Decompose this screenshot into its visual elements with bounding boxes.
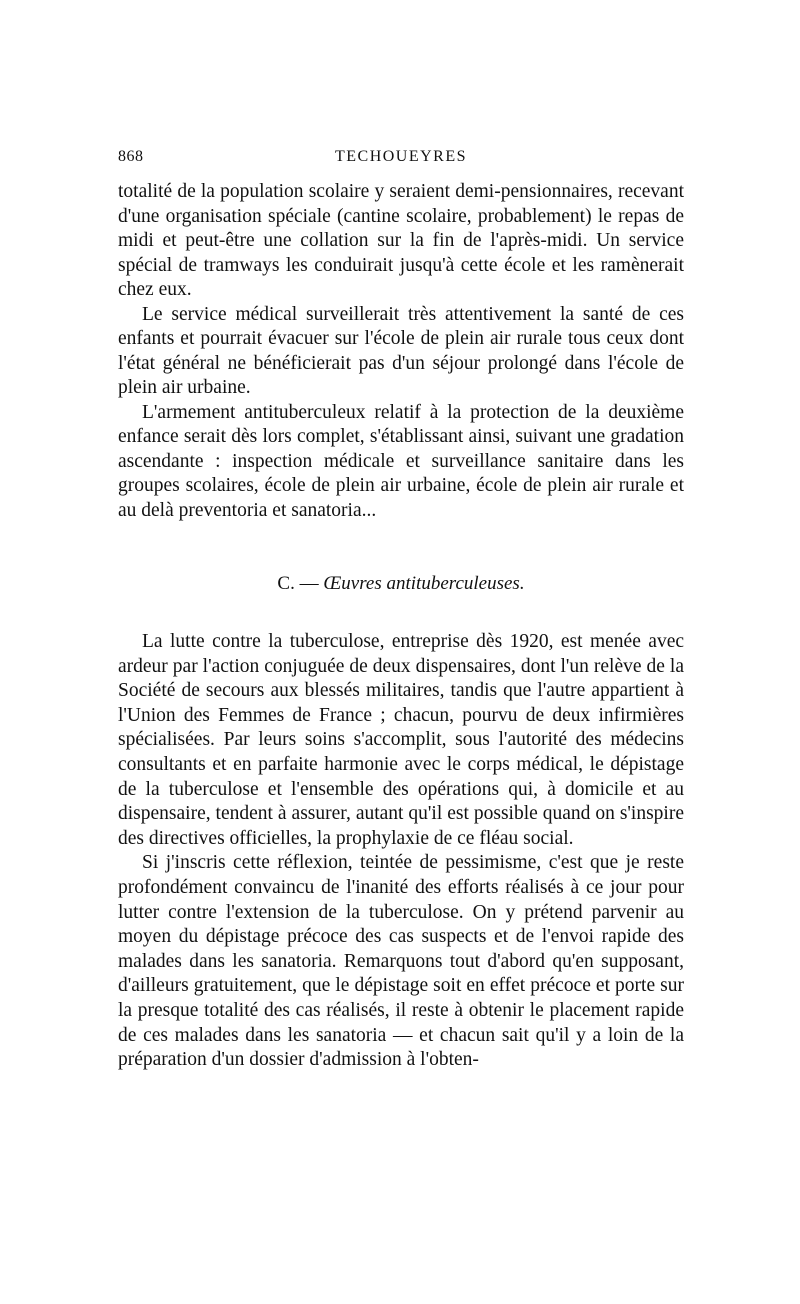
- running-title: TECHOUEYRES: [334, 148, 468, 165]
- section-heading: [118, 572, 684, 596]
- body-text-bottom: [118, 630, 684, 1073]
- paragraph-5: Si j'inscris cette réflexion, teintée de pessimisme, c'est que je reste profondément convaincu de l'inanité des efforts réalisés à ce jour pour lutter contre l'extension de la tuberculose. On y prétend parvenir au moyen du dépistage précoce des cas suspects et de l'envoi rapide des malades dans les sanatoria. Remarquons tout d'abord qu'en supposant, d'ailleurs gratuitement, que le dépistage soit en effet précoce et porte sur la presque totalité des cas réalisés, il reste à obtenir le placement rapide de ces malades dans les sanatoria — et chacun sait qu'il y a loin de la préparation d'un dossier d'admission à l'obten-: [118, 852, 684, 1071]
- section-letter: C. —: [277, 573, 319, 594]
- paragraph-3: L'armement antituberculeux relatif à la protection de la deuxième enfance serait dès lors complet, s'établissant ainsi, suivant une gradation ascendante : inspection médicale et surveillance sanitaire dans les groupes scolaires, école de plein air urbaine, école de plein air rurale et au delà preventoria et sanatoria...: [118, 401, 684, 521]
- paragraph-2: Le service médical surveillerait très attentivement la santé de ces enfants et pourrait évacuer sur l'école de plein air rurale tous ceux dont l'état général ne bénéficierait pas d'un séjour prolongé dans l'école de plein air urbaine.: [118, 303, 684, 398]
- section-title: Œuvres antituberculeuses.: [323, 573, 525, 594]
- paragraph-1: totalité de la population scolaire y seraient demi-pensionnaires, recevant d'une organisation spéciale (cantine scolaire, probablement) le repas de midi et peut-être une collation sur la fin de l'après-midi. Un service spécial de tramways les conduirait jusqu'à cette école et les ramènerait chez eux.: [118, 181, 684, 300]
- page-header: [118, 148, 684, 172]
- paragraph-4: La lutte contre la tuberculose, entreprise dès 1920, est menée avec ardeur par l'action conjuguée de deux dispensaires, dont l'un relève de la Société de secours aux blessés militaires, tandis que l'autre appartient à l'Union des Femmes de France ; chacun, pourvu de deux infirmières spécialisées. Par leurs soins s'accomplit, sous l'autorité des médecins consultants et en parfaite harmonie avec le corps médical, le dépistage de la tuberculose et l'ensemble des opérations qui, à domicile et au dispensaire, tendent à assurer, autant qu'il est possible quand on s'inspire des directives officielles, la prophylaxie de ce fléau social.: [118, 631, 684, 849]
- page-number: 868: [118, 148, 144, 165]
- body-text-top: [118, 180, 684, 523]
